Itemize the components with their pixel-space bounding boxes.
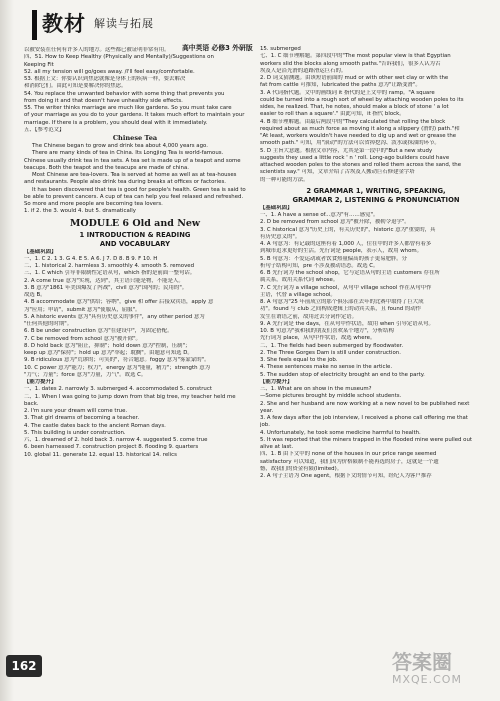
text-line: job. xyxy=(260,422,270,429)
text-line: 15. submerged xyxy=(260,46,301,52)
text-line: 9. B ridiculous 意为"荒谬的；可笑的"，符合题意。foggy 意为"雾蒙蒙的"。 xyxy=(24,357,210,364)
text-line: 属关系，故用关系代词 whose。 xyxy=(260,277,339,284)
text-line: —Some pictures brought by middle school students. xyxy=(260,393,402,400)
text-line: 3. She feels equal to the job. xyxy=(260,357,338,363)
text-line: 10. B 句意为"我和我的朋友们喜欢某个地方"，分析结构 xyxy=(260,328,394,334)
text-line: 先行词为 place，从句中作状语，故选 where。 xyxy=(260,335,376,342)
book-subtitle: 解读与拓展 xyxy=(94,17,154,30)
text-line: scientists say." 可知，文章介绍了古埃及人搬动巨石修建金字塔 xyxy=(260,169,415,176)
text-line: 2. D 词义猜测题。由该短语前面的 mud or with other wet clay or with the xyxy=(260,75,449,81)
text-line: 以被安装在任何有许多人的地方。这些都已被证明非常有用。 xyxy=(24,47,170,53)
text-line: Keeping Fit xyxy=(24,61,54,68)
text-line: 4. B accommodate 意为"供给；容纳"，give 和 offer 后接双宾语，apply 意 xyxy=(24,299,214,306)
section-heading: 【基础巩固】 xyxy=(24,248,57,255)
text-line: 3. C historical 意为"历史上的，有关历史的"，historic 意为"重要的，具 xyxy=(260,226,436,233)
text-line: 为"应用；申请"，submit 意为"使服从，屈服"。 xyxy=(24,306,141,313)
text-line: 53. 根据上文：你要认识到焦虑就像是身体上的疾病一样，要去解决 xyxy=(24,76,186,82)
section-title: GRAMMAR 2, LISTENING & PRONUNCIATION xyxy=(292,195,460,204)
essay-paragraph: There are many kinds of tea in China. Its Longjing Tea is world-famous. Chinese usually drink tea in tea sets. A tea set is made up of a teapot and some teacups. Both the teapot and the teacups are made of china. xyxy=(24,150,241,171)
text-line: 55. The writer thinks marriage are much like gardens. So you must take care xyxy=(24,105,232,111)
text-line: of your marriage as you do to your gardens. It takes much effort to maintain your xyxy=(24,112,245,119)
module-subtitle: 1 INTRODUCTION & READING xyxy=(79,230,191,239)
binding-gutter xyxy=(0,0,14,701)
text-line: 二、1. historical 2. harmless 3. smoothly 4. smooth 5. removed xyxy=(24,263,195,269)
text-line: 4. Unfortunately, he took some medicine harmful to health. xyxy=(260,429,421,436)
text-line: 5. D 主旨大意题。根据文章内容，尤其是第一段中的"But a new study xyxy=(260,147,433,154)
text-line: 52. all my tension will go/goes away. /I'll feel easy/comfortable. xyxy=(24,68,195,75)
essay-paragraph: It has been discovered that tea is good for people's health. Green tea is said to be able to prevent cancers. A cup of tea can help you feel relaxed and refreshed. So more and more people are becoming tea lovers. xyxy=(24,186,246,207)
text-line: 有历史意义的"。 xyxy=(260,233,301,240)
text-line: 2. A come true 意为"实现，达到"，其主语只能是物，不能是人。 xyxy=(24,277,184,284)
text-line: 析句子结构可知，pre 不涉及被动语态。故选 C。 xyxy=(260,262,379,269)
page-number: 162 xyxy=(6,655,42,677)
answers-block-2 xyxy=(24,249,246,380)
text-line: 4. These sentences make no sense in the article. xyxy=(260,364,393,371)
text-line: 4. A 句意为：有记载的这座有着 1,000 人，住在中的许多人都曾有着多 xyxy=(260,241,432,247)
text-line: satisfactory 可以知道，我们因为价格限制不能再选的房子，这就是一个遗 xyxy=(260,458,439,465)
text-line: 四、1. B 由下文中的 none of the houses in our price range seemed xyxy=(260,451,437,458)
text-line: year. xyxy=(260,407,274,414)
text-line: 10. C power 意为"能力；权力"，energy 意为"能量，精力"；strength 意为 xyxy=(24,364,211,371)
text-line: 憾，故我们的资金有限(limited)。 xyxy=(260,465,343,472)
text-line: 7. C be removed from school 意为"被开除"。 xyxy=(24,335,141,342)
text-line: 5. A historic events 意为"具有历史意义的事件"，any other period 意为 xyxy=(24,313,205,320)
section-heading: 【能力提升】 xyxy=(260,378,293,385)
text-line: alive at last. xyxy=(260,444,294,450)
text-line: "At least, workers wouldn't have needed to dig up and wet or grease the xyxy=(260,133,457,139)
text-line: smooth path." 可知，用"滚动"的方法可以省掉挖沟、泼水或抹油的环节。 xyxy=(260,140,440,147)
text-line: fat from cattle 可推知，lubricated the paths 意为"让路变滑"。 xyxy=(260,82,421,89)
answers-block-6 xyxy=(260,343,492,481)
essay-paragraph: The Chinese began to grow and drink tea about 4,000 years ago. xyxy=(32,143,208,149)
text-line: attached wooden poles to the stones and rolled them across the sand, the xyxy=(260,162,462,168)
right-column xyxy=(260,46,492,480)
text-line: 2. D be removed from school 意为"被开除，被勒令退学"。 xyxy=(260,219,410,226)
text-line: 和消除它们。由此可知是要解决你的焦虑。 xyxy=(24,83,127,90)
text-line: 5. B 句意为：不爱运动或者饮食热量偏高的孩子更易肥胖。分 xyxy=(260,255,408,262)
text-line: 10. global 11. generate 12. equal 13. historical 14. relics xyxy=(24,451,177,458)
text-line: workers slid the blocks along smooth paths."告诉我们，很多人认为古 xyxy=(260,60,441,67)
text-line: 5. It was reported that the miners trapped in the flooded mine were pulled out xyxy=(260,436,473,443)
text-line: 功"。found 与 club 之间构成逻辑上的动宾关系，且 found 的动作 xyxy=(260,306,422,313)
section-heading: 【能力提升】 xyxy=(24,379,57,385)
text-line: 一、1. C 2. 1 3. G 4. E 5. A 6. J 7. D 8. B 9. F 10. H xyxy=(24,255,158,262)
module-title: MODULE 6 Old and New xyxy=(69,217,201,229)
text-line: suggests they used a little rock ' n ' roll. Long-ago builders could have xyxy=(260,154,450,161)
text-line: 三、1. What are on show in the museum? xyxy=(260,386,372,392)
answers-block-4 xyxy=(260,46,492,184)
text-line: 五、【参考范文】 xyxy=(24,126,65,133)
text-line: required about as much force as moving it along a slippery (滑的) path."和 xyxy=(260,125,460,132)
text-line: 2. She and her husband are now working at a new novel to be published next xyxy=(260,400,470,407)
text-line: 3. A 代词指代题。文中的画线词 it 指代的是上文中的 ramp。"A square xyxy=(260,89,435,96)
text-line: "力气；力量"；force 意为"力量，力气"。故选 C。 xyxy=(24,371,147,378)
text-line: from doing it and that doesn't have unhealthy side effects. xyxy=(24,97,183,104)
text-line: 一、1. A have a sense of...意为"有……感觉"。 xyxy=(260,212,379,218)
text-line: 8. A 句意为"25 年前成立的那个俱乐部在去年的比赛中取得了巨大成 xyxy=(260,299,424,305)
text-line: 到城市追求更好的生活。先行词是 people，表示人，故用 whom。 xyxy=(260,248,423,255)
text-line: back. xyxy=(24,400,39,407)
text-line: 5. The sudden stop of electricity brought an end to the party. xyxy=(260,371,425,378)
text-line: could be turned into a rough sort of wheel by attaching wooden poles to its xyxy=(260,96,464,103)
text-line: 主语，代替 a village school。 xyxy=(260,291,336,298)
text-line: 6. B 先行词为 the school shop，它与定语从句的主语 customers 存在所 xyxy=(260,270,440,276)
text-line: 埃及人是沿光滑的道路滑运巨石的。 xyxy=(260,67,347,74)
text-line: 三、1. C which 引导非限制性定语从句，which 指的是前面一整句话。 xyxy=(24,270,196,277)
text-line: 54. You replace the unwanted behavior with some thing that prevents you xyxy=(24,90,225,97)
text-line: 2. A 句子主语为 One agent，根据下文的情节可知，经纪人为客户推荐 xyxy=(260,473,432,479)
text-line: 2. I'm sure your dream will come true. xyxy=(24,408,128,414)
left-column xyxy=(24,47,246,459)
text-line: 一、1. dates 2. narrowly 3. submerged 4. accommodated 5. construct xyxy=(24,386,212,393)
text-line: easier to roll than a square'." 由此可知，it 指代 block。 xyxy=(260,111,405,118)
text-line: sides, he realized. That, he notes, should make a block of stone ' a lot xyxy=(260,104,449,110)
text-line: 故选 B。 xyxy=(24,292,46,298)
text-line: 六、1. dreamed of 2. hold back 3. narrow 4. suggested 5. come true xyxy=(24,437,208,443)
text-line: 四、51. How to Keep Healthy (Physically and Mentally)/Suggestions on xyxy=(24,54,214,61)
course-label: 高中英语 必修3 外研版 xyxy=(182,44,253,52)
text-line: 2. The Three Gorges Dam is still under construction. xyxy=(260,349,401,356)
answers-block-3 xyxy=(24,379,246,459)
answers-block-5 xyxy=(260,205,492,343)
module-subtitle: AND VOCABULARY xyxy=(99,239,171,248)
text-line: 二、1. When I was going to jump down from that big tree, my teacher held me xyxy=(24,393,236,400)
text-line: 3. That girl dreams of becoming a teacher. xyxy=(24,415,140,422)
text-line: 4. The castle dates back to the ancient Roman days. xyxy=(24,422,166,429)
text-line: 发生在谓语之前，故用过去分词作定语。 xyxy=(260,313,358,320)
watermark-url: MXQE.COM xyxy=(392,673,462,686)
watermark-text: 答案圈 xyxy=(392,650,452,674)
text-line: 5. This building is under construction. xyxy=(24,429,126,436)
answers-line: 1. if 2. the 3. would 4. but 5. dramatically xyxy=(24,208,136,215)
text-line: 9. A 先行词是 the days，在从句中作状语，故用 when 引导定语从句。 xyxy=(260,320,434,327)
text-line: 二、1. The fields had been submerged by floodwater. xyxy=(260,342,404,349)
text-line: 7. C 先行词为 a village school，从句中 village school 作在从句中作 xyxy=(260,284,432,291)
text-line: 3. B 意为"1861 年美国爆发了内战"，civil 意为"国内的；民用的"。 xyxy=(24,284,188,291)
text-line: 8. D hold back 意为"阻止，抑制"；hold down 意为"控制，压制"； xyxy=(24,342,191,349)
essay-title: Chinese Tea xyxy=(112,134,158,142)
answers-block-1 xyxy=(24,47,246,134)
text-line: 3. A few days after the job interview, I received a phone call offering me that xyxy=(260,415,468,421)
text-line: 6. been harnessed 7. construction project 8. flooding 9. quarters xyxy=(24,444,199,451)
text-line: marriage. If there is a problem, you should deal with it immediately. xyxy=(24,119,208,126)
text-line: 4. B 细节理解题。由最后两段中的"They calculated that rolling the block xyxy=(260,118,446,125)
text-line: keep up 意为"保持"；hold up 意为"举起；耽搁"。由题意可知选 D。 xyxy=(24,350,193,356)
text-line: 6. B be under construction 意为"在建设中"，为固定搭配。 xyxy=(24,328,173,335)
header-bar xyxy=(32,10,37,40)
section-heading: 【基础巩固】 xyxy=(260,204,293,211)
essay-paragraph: Most Chinese are tea-lovers. Tea is served at home as well as at tea-houses and restaurants. People also drink tea during breaks at offices or factories. xyxy=(24,172,237,186)
text-line: "任何其他的时期"。 xyxy=(24,321,73,327)
text-line: 七、1. C 细节理解题。第四段中的"The most popular view is that Egyptian xyxy=(260,53,451,60)
text-line: 的一种可能的方法。 xyxy=(260,176,309,183)
section-title: 2 GRAMMAR 1, WRITING, SPEAKING, xyxy=(306,186,446,195)
watermark-logo xyxy=(392,651,492,693)
book-title: 教材 xyxy=(42,11,86,36)
